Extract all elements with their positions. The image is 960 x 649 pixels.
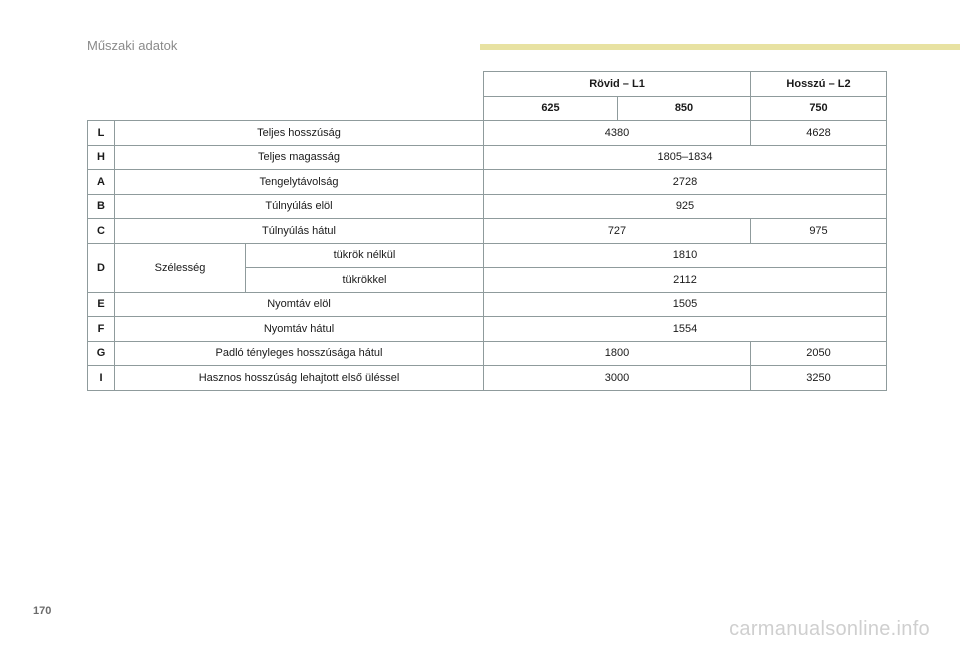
header-size-750: 750 [751,96,887,121]
table-row [88,243,887,268]
table-row [88,121,887,146]
table-subheader-row [88,96,887,121]
row-label: Hasznos hosszúság lehajtott első üléssel [115,366,484,391]
row-label: Teljes hosszúság [115,121,484,146]
row-value-long: 3250 [751,366,887,391]
row-label: Túlnyúlás elöl [115,194,484,219]
dimensions-table [87,71,887,391]
table-row [88,145,887,170]
row-value: 2728 [484,170,887,195]
row-code: G [88,341,115,366]
row-label: Tengelytávolság [115,170,484,195]
table-row [88,341,887,366]
row-value-short: 3000 [484,366,751,391]
row-value: 2112 [484,268,887,293]
row-value-long: 4628 [751,121,887,146]
header-short-variant: Rövid – L1 [484,72,751,97]
row-value: 1554 [484,317,887,342]
row-code: E [88,292,115,317]
page-number: 170 [33,605,52,617]
row-code: C [88,219,115,244]
row-code: I [88,366,115,391]
row-code: D [88,243,115,292]
header-size-625: 625 [484,96,618,121]
row-value: 1805–1834 [484,145,887,170]
row-code: A [88,170,115,195]
row-label: Nyomtáv hátul [115,317,484,342]
table-header-row [88,72,887,97]
row-label: Túlnyúlás hátul [115,219,484,244]
row-value-short: 727 [484,219,751,244]
row-value-long: 2050 [751,341,887,366]
table-row [88,170,887,195]
section-accent-bar [480,44,960,50]
row-code: H [88,145,115,170]
row-value: 925 [484,194,887,219]
table-row [88,366,887,391]
table-row [88,317,887,342]
row-label: Nyomtáv elöl [115,292,484,317]
row-code: B [88,194,115,219]
row-label: Padló tényleges hosszúsága hátul [115,341,484,366]
row-label: Szélesség [115,243,246,292]
section-title: Műszaki adatok [87,38,178,53]
row-value: 1810 [484,243,887,268]
header-size-850: 850 [618,96,751,121]
row-code: F [88,317,115,342]
row-value-short: 1800 [484,341,751,366]
watermark: carmanualsonline.info [729,618,930,640]
row-label: Teljes magasság [115,145,484,170]
row-sublabel: tükrök nélkül [246,243,484,268]
table-row [88,292,887,317]
row-sublabel: tükrökkel [246,268,484,293]
row-value-short: 4380 [484,121,751,146]
row-value: 1505 [484,292,887,317]
header-long-variant: Hosszú – L2 [751,72,887,97]
table-row [88,219,887,244]
row-value-long: 975 [751,219,887,244]
row-code: L [88,121,115,146]
table-row [88,194,887,219]
